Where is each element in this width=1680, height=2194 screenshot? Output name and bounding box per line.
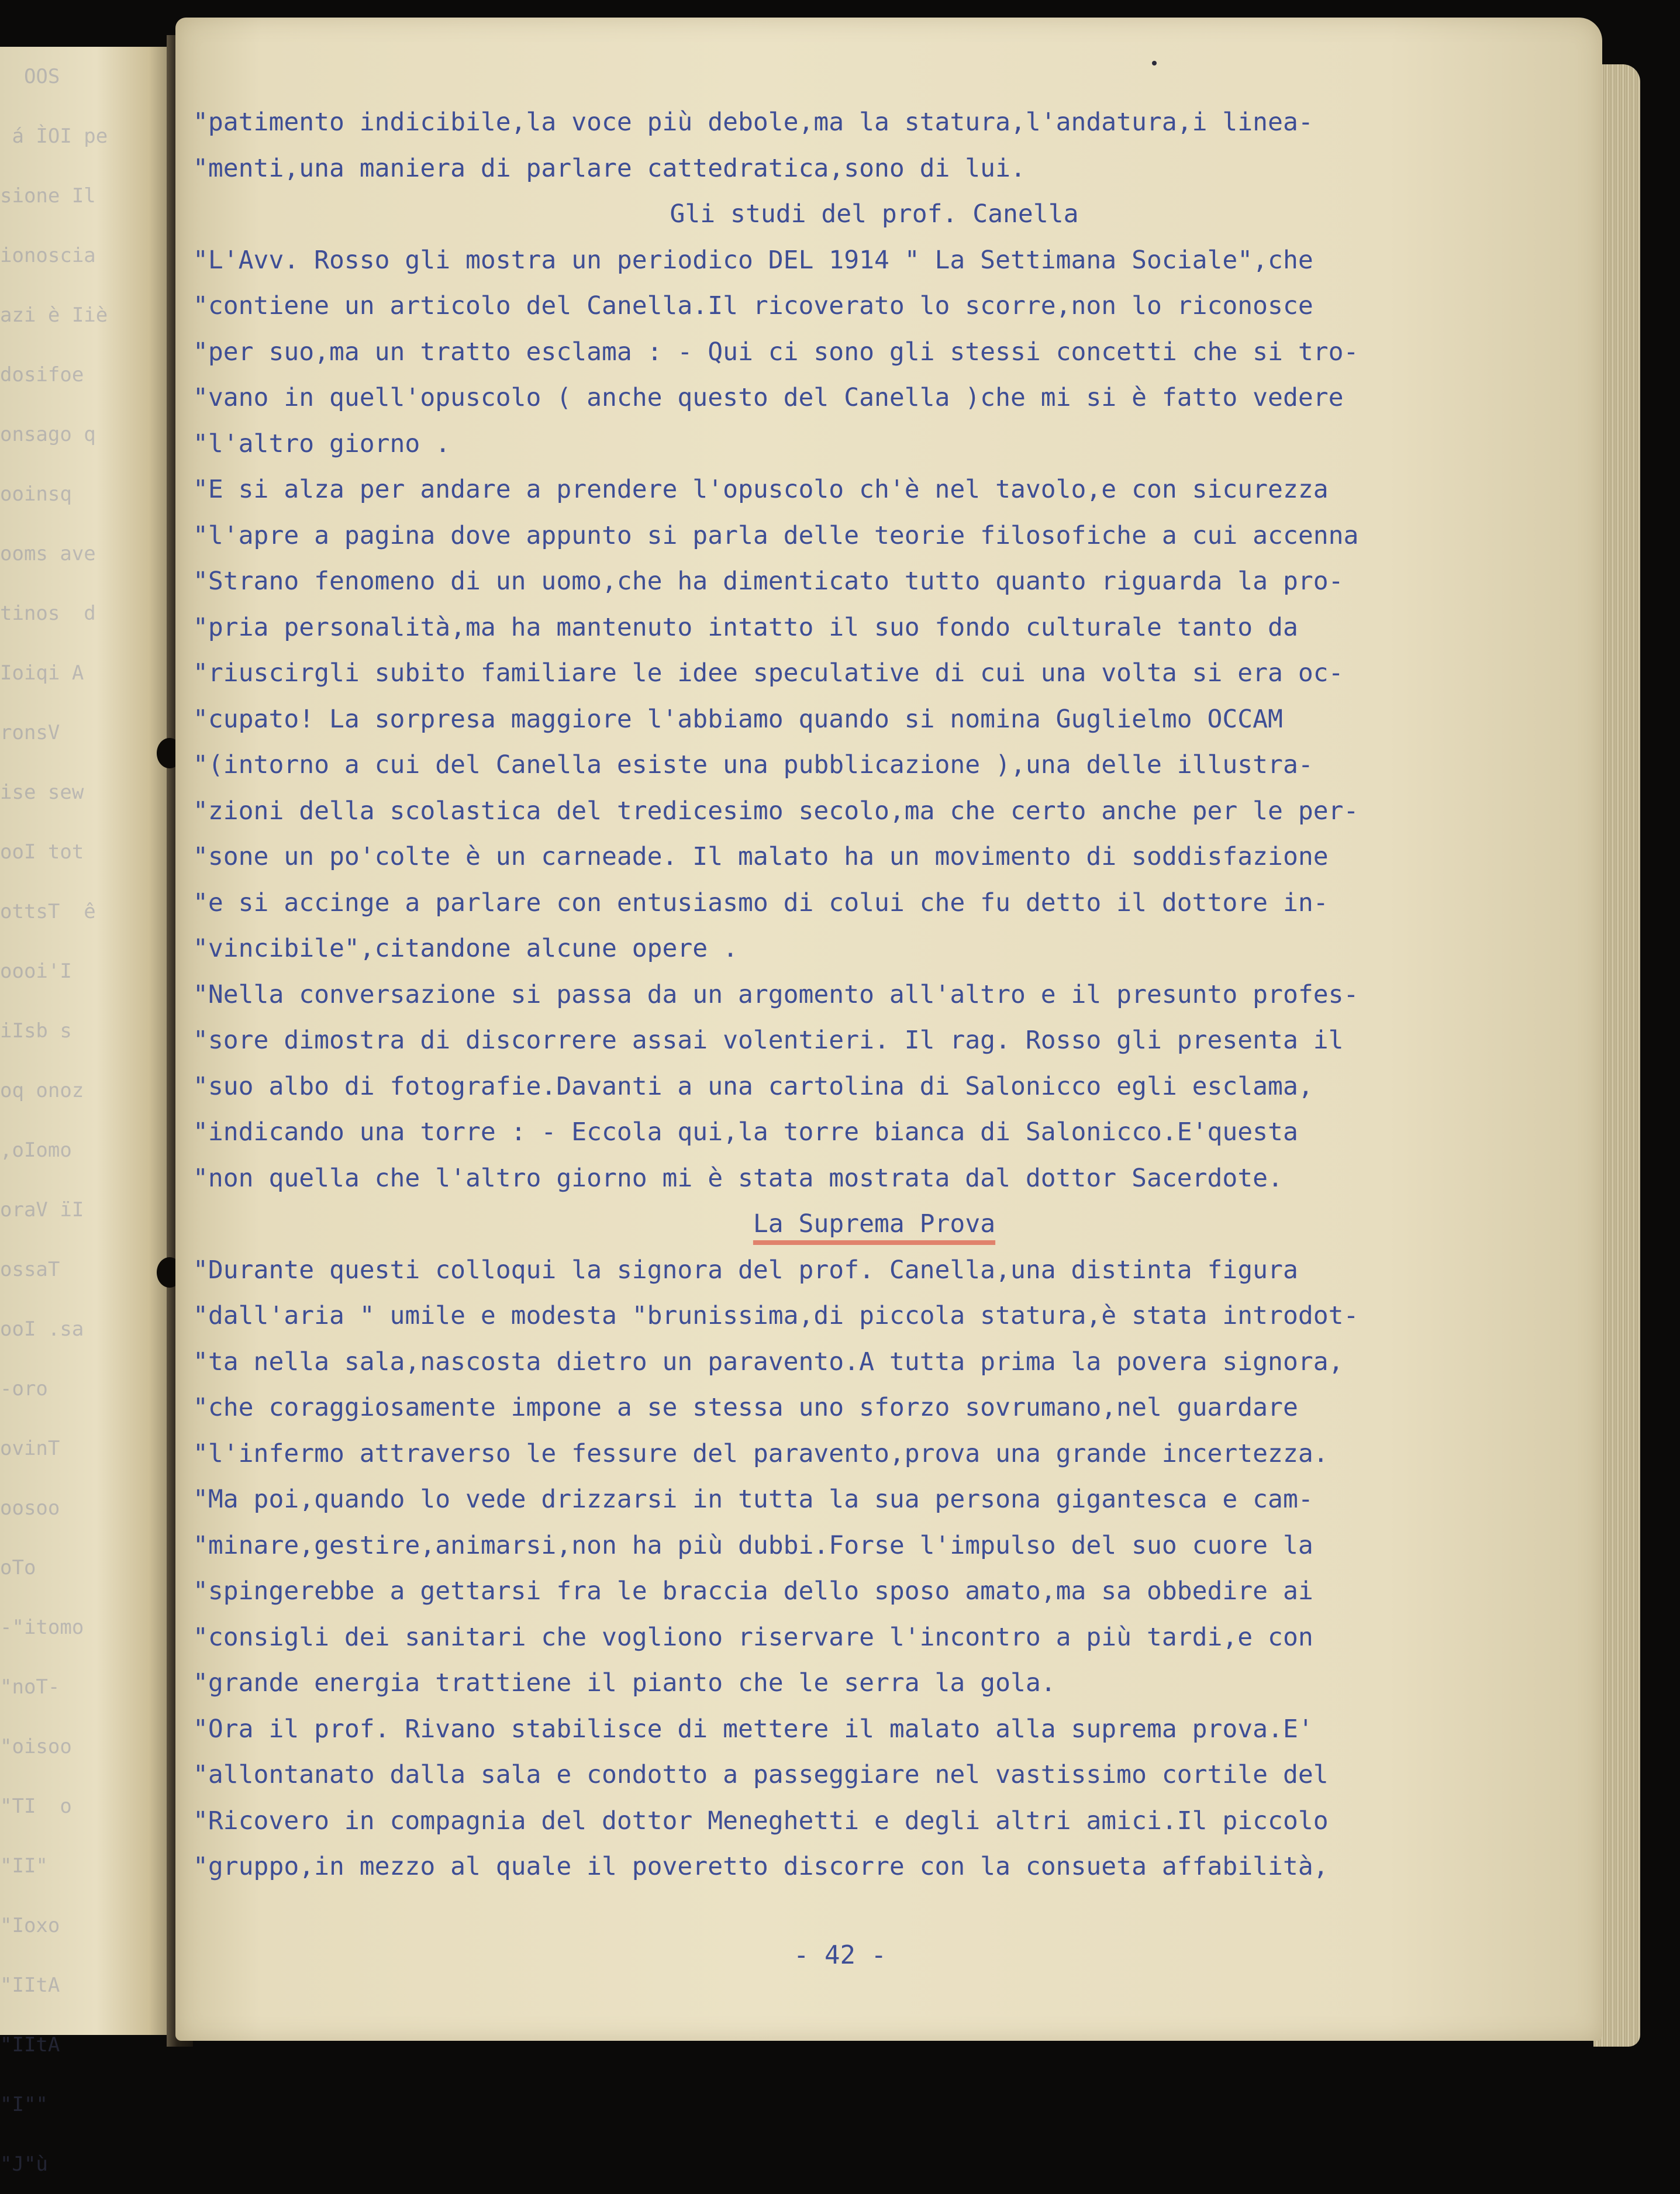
line-text: "contiene un articolo del Canella.Il ricoverato lo scorre,non lo riconosce: [193, 291, 1313, 320]
text-line: [193, 1293, 1555, 1339]
line-text: "l'infermo attraverso le fessure del paravento,prova una grande incertezza.: [193, 1438, 1329, 1468]
text-line: [193, 650, 1555, 696]
bleed-through-text: [0, 47, 175, 2176]
line-text: "E si alza per andare a prendere l'opuscolo ch'è nel tavolo,e con sicurezza: [193, 475, 1329, 504]
text-line: [193, 742, 1555, 788]
text-line: [193, 1798, 1555, 1844]
ghost-line: á ÌOI pe: [0, 125, 108, 148]
line-text: "sone un po'colte è un carneade. Il malato ha un movimento di soddisfazione: [193, 842, 1329, 871]
ghost-line: ooms ave: [0, 542, 96, 565]
ghost-line: tinos d: [0, 602, 96, 625]
text-line: [193, 237, 1555, 284]
line-text: "gruppo,in mezzo al quale il poveretto discorre con la consueta affabilità,: [193, 1852, 1329, 1881]
text-line: [193, 99, 1555, 146]
line-text: "riuscirgli subito familiare le idee speculative di cui una volta si era oc-: [193, 658, 1344, 688]
line-text: "vincibile",citandone alcune opere .: [193, 934, 738, 963]
line-text: "Ora il prof. Rivano stabilisce di mettere il malato alla suprema prova.E': [193, 1714, 1313, 1744]
heading-text: La Suprema Prova: [753, 1209, 996, 1239]
line-text: "vano in quell'opuscolo ( anche questo del Canella )che mi si è fatto vedere: [193, 383, 1344, 412]
line-text: "e si accinge a parlare con entusiasmo di colui che fu detto il dottore in-: [193, 888, 1329, 917]
page-number: - 42 -: [794, 1940, 886, 1970]
text-line: [193, 1017, 1555, 1064]
ghost-line: Ioiqi A: [0, 661, 84, 685]
text-line: [193, 329, 1555, 375]
ghost-line: "oisoo: [0, 1735, 72, 1758]
text-line: [193, 1844, 1555, 1890]
line-text: "ta nella sala,nascosta dietro un paravento.A tutta prima la povera signora,: [193, 1347, 1344, 1377]
line-text: "patimento indicibile,la voce più debole,ma la statura,l'andatura,i linea-: [193, 108, 1313, 137]
text-line: [193, 1385, 1555, 1431]
typed-text-block: [193, 99, 1555, 1890]
line-text: "zioni della scolastica del tredicesimo secolo,ma che certo anche per le per-: [193, 796, 1359, 826]
line-text: "che coraggiosamente impone a se stessa uno sforzo sovrumano,nel guardare: [193, 1393, 1298, 1422]
text-line: [193, 375, 1555, 421]
line-text: "Ricovero in compagnia del dottor Meneghetti e degli altri amici.Il piccolo: [193, 1806, 1329, 1836]
text-line: [193, 1431, 1555, 1477]
text-line: [193, 421, 1555, 467]
line-text: "non quella che l'altro giorno mi è stata mostrata dal dottor Sacerdote.: [193, 1163, 1283, 1193]
text-line: [193, 1477, 1555, 1523]
line-text: "cupato! La sorpresa maggiore l'abbiamo quando si nomina Guglielmo OCCAM: [193, 704, 1283, 734]
text-line: [193, 146, 1555, 192]
text-line: [193, 788, 1555, 834]
ghost-line: azi è Iiè: [0, 303, 108, 327]
ghost-line: "noT-: [0, 1675, 60, 1699]
text-line: [193, 558, 1555, 605]
line-text: "dall'aria " umile e modesta "brunissima,di piccola statura,è stata introdot-: [193, 1301, 1359, 1330]
ghost-line: ooI tot: [0, 840, 84, 864]
ghost-line: ovinT: [0, 1437, 60, 1460]
ghost-line: oTo: [0, 1556, 36, 1579]
line-text: "minare,gestire,animarsi,non ha più dubbi.Forse l'impulso del suo cuore la: [193, 1530, 1313, 1560]
line-text: "l'apre a pagina dove appunto si parla delle teorie filosofiche a cui accenna: [193, 520, 1359, 550]
text-line: [193, 1064, 1555, 1110]
ghost-line: oooi'I: [0, 960, 72, 983]
ghost-line: ,oIomo: [0, 1139, 72, 1162]
line-text: "sore dimostra di discorrere assai volentieri. Il rag. Rosso gli presenta il: [193, 1026, 1344, 1055]
line-text: "Strano fenomeno di un uomo,che ha dimenticato tutto quanto riguarda la pro-: [193, 567, 1344, 596]
ghost-line: sione Il: [0, 184, 96, 208]
ghost-line: iIsb s: [0, 1019, 72, 1043]
line-text: "l'altro giorno .: [193, 429, 451, 458]
ghost-line: ionoscia: [0, 244, 96, 267]
ghost-line: OOS: [0, 65, 60, 88]
ghost-line: ossaT: [0, 1258, 60, 1281]
text-line: [193, 1247, 1555, 1293]
text-line: [193, 880, 1555, 926]
text-line: [193, 1660, 1555, 1706]
ghost-line: ooinsq: [0, 482, 72, 506]
line-text: "pria personalità,ma ha mantenuto intatto il suo fondo culturale tanto da: [193, 612, 1298, 642]
ghost-line: "TI o: [0, 1795, 72, 1818]
text-line: [193, 283, 1555, 329]
line-text: "spingerebbe a gettarsi fra le braccia dello sposo amato,ma sa obbedire ai: [193, 1576, 1313, 1606]
ghost-line: "J"ù: [0, 2152, 48, 2176]
ink-dot: [1152, 61, 1157, 65]
line-text: "Ma poi,quando lo vede drizzarsi in tutta la sua persona gigantesca e cam-: [193, 1485, 1313, 1514]
line-text: "(intorno a cui del Canella esiste una pubblicazione ),una delle illustra-: [193, 750, 1313, 779]
ghost-line: oosoo: [0, 1496, 60, 1520]
text-line: [193, 972, 1555, 1018]
line-text: "suo albo di fotografie.Davanti a una cartolina di Salonicco egli esclama,: [193, 1071, 1313, 1101]
line-text: "Durante questi colloqui la signora del prof. Canella,una distinta figura: [193, 1255, 1298, 1285]
text-line: [193, 926, 1555, 972]
section-heading: [193, 1201, 1555, 1247]
line-text: "indicando una torre : - Eccola qui,la torre bianca di Salonicco.E'questa: [193, 1117, 1298, 1147]
ghost-line: -oro: [0, 1377, 48, 1400]
ghost-line: onsago q: [0, 423, 96, 446]
ghost-line: ottsT ê: [0, 900, 96, 923]
ghost-line: oq onoz: [0, 1079, 84, 1102]
text-line: [193, 1155, 1555, 1202]
text-line: [193, 1568, 1555, 1615]
ghost-line: "IItA: [0, 2033, 60, 2057]
line-text: "L'Avv. Rosso gli mostra un periodico DEL 1914 " La Settimana Sociale",che: [193, 245, 1313, 275]
line-text: "menti,una maniera di parlare cattedratica,sono di lui.: [193, 153, 1026, 183]
ghost-line: ise sew: [0, 781, 84, 804]
text-line: [193, 467, 1555, 513]
section-heading: [193, 191, 1555, 237]
facing-page-left: [0, 47, 175, 2176]
line-text: "grande energia trattiene il pianto che le serra la gola.: [193, 1668, 1056, 1698]
text-line: [193, 1339, 1555, 1385]
ghost-line: ooI .sa: [0, 1317, 84, 1341]
text-line: [193, 1109, 1555, 1155]
ghost-line: -"itomo: [0, 1616, 84, 1639]
ghost-line: "Ioxo: [0, 1914, 60, 1937]
text-line: [193, 1706, 1555, 1753]
line-text: "allontanato dalla sala e condotto a passeggiare nel vastissimo cortile del: [193, 1760, 1329, 1789]
text-line: [193, 513, 1555, 559]
line-text: "Nella conversazione si passa da un argomento all'altro e il presunto profes-: [193, 979, 1359, 1009]
ghost-line: dosifoe: [0, 363, 84, 387]
text-line: [193, 605, 1555, 651]
ghost-line: "IItA: [0, 1974, 60, 1997]
ghost-line: oraV ïI: [0, 1198, 84, 1222]
text-line: [193, 1752, 1555, 1798]
ghost-line: "I"": [0, 2093, 48, 2116]
text-line: [193, 696, 1555, 743]
text-line: [193, 834, 1555, 880]
line-text: "consigli dei sanitari che vogliono riservare l'incontro a più tardi,e con: [193, 1622, 1313, 1652]
ghost-line: ronsV: [0, 721, 84, 744]
heading-text: Gli studi del prof. Canella: [670, 199, 1079, 229]
ghost-line: "II": [0, 1854, 48, 1878]
line-text: "per suo,ma un tratto esclama : - Qui ci sono gli stessi concetti che si tro-: [193, 337, 1359, 367]
text-line: [193, 1615, 1555, 1661]
text-line: [193, 1523, 1555, 1569]
